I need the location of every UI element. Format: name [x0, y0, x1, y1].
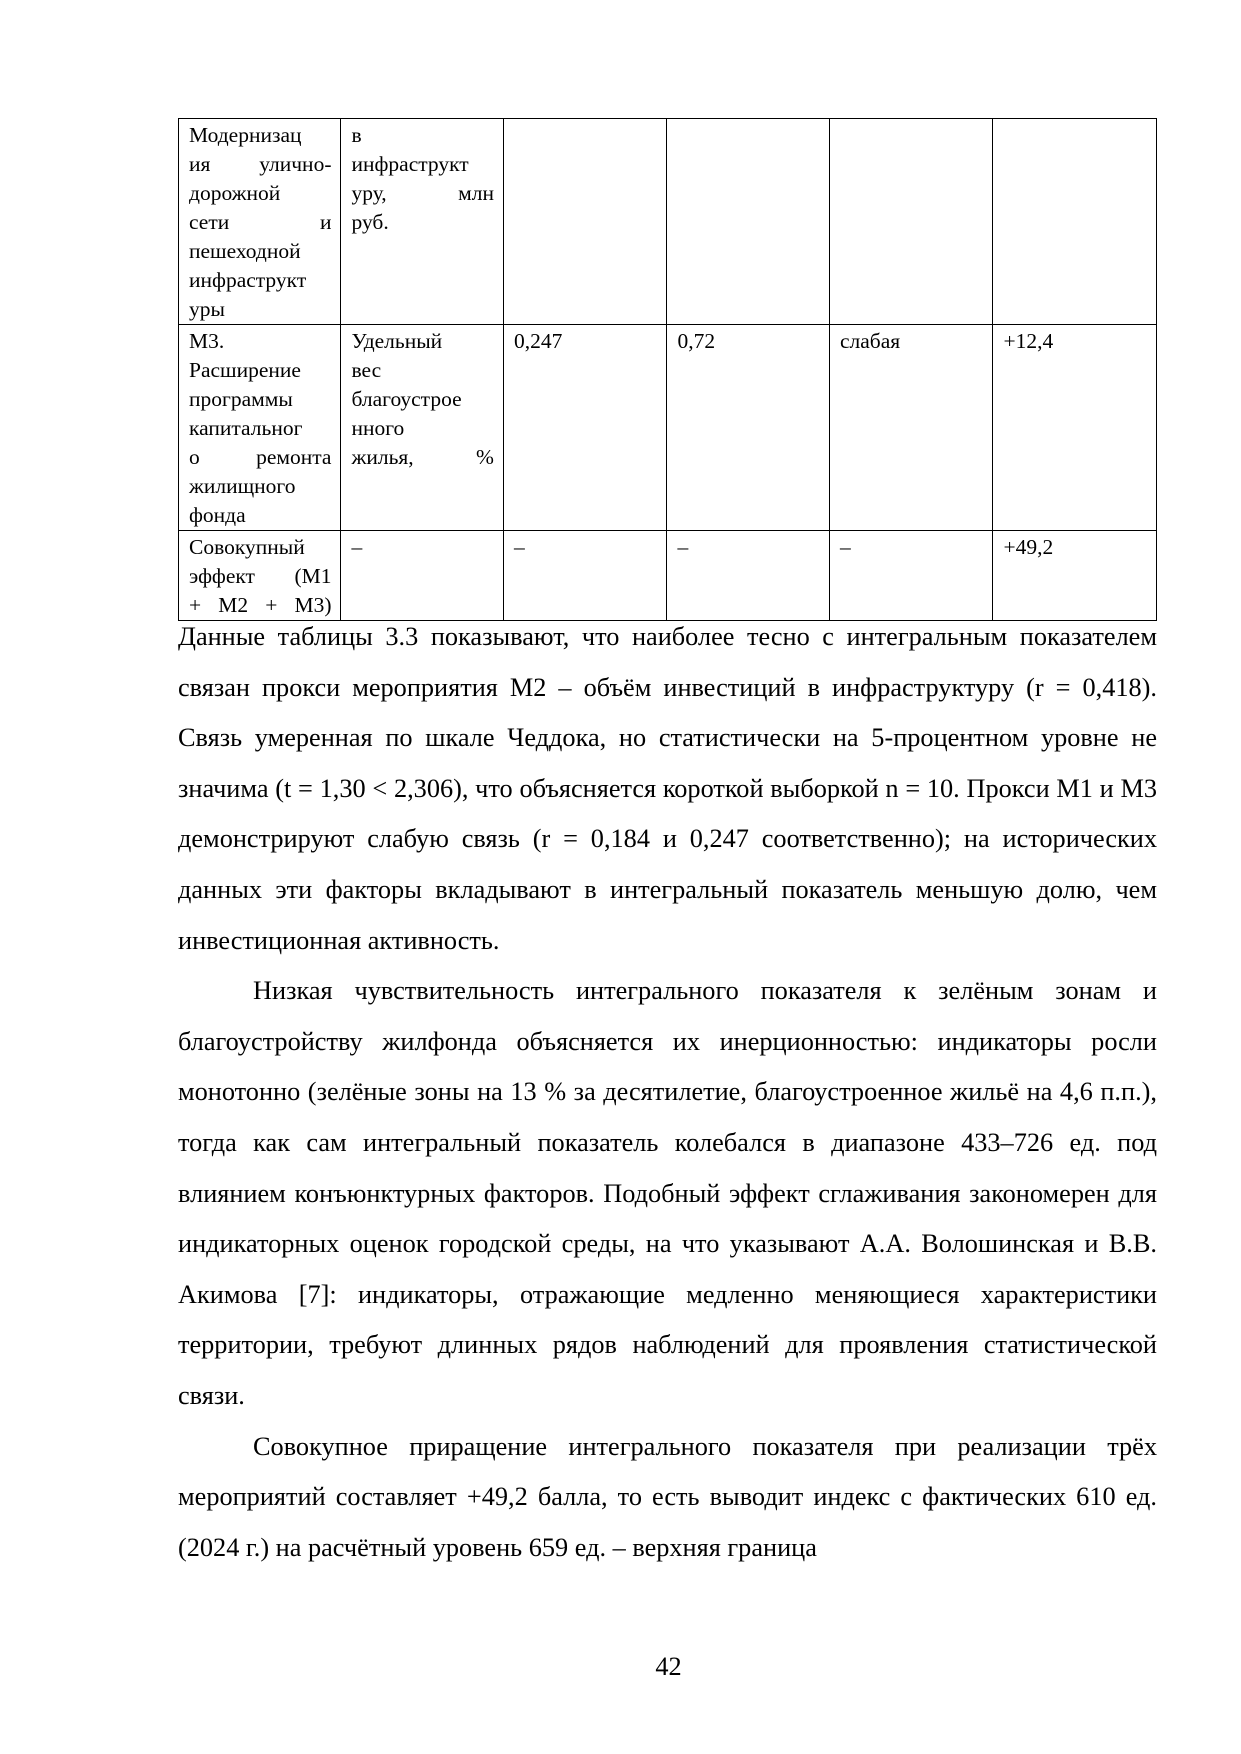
cell-line: инфраструкт: [351, 152, 469, 176]
table-cell-value: [667, 119, 829, 325]
cell-line: + М2 + М3): [189, 593, 332, 617]
results-table: [178, 118, 1157, 621]
paragraph-2: Низкая чувствительность интегрального показателя к зелёным зонам и благоустройству жилфонда объясняется их инерционностью: индикаторы росли монотонно (зелёные зоны на 13 % за десятилетие, благоустроенное жильё на 4,6 п.п.), тогда как сам интегральный показатель колебался в диапазоне 433–726 ед. под влиянием конъюнктурных факторов. Подобный эффект сглаживания закономерен для индикаторных оценок городской среды, на что указывают А.А. Волошинская и В.В. Акимова [7]: индикаторы, отражающие медленно меняющиеся характеристики территории, требуют длинных рядов наблюдений для проявления статистической связи.: [178, 976, 1157, 1410]
table-cell-measure: [179, 119, 341, 325]
paragraph-3: Совокупное приращение интегрального показателя при реализации трёх мероприятий составляет +49,2 балла, то есть выводит индекс с фактических 610 ед. (2024 г.) на расчётный уровень 659 ед. – верхняя граница: [178, 1431, 1157, 1562]
cell-line: инфраструкт: [189, 268, 307, 292]
table-cell-indicator: [341, 119, 503, 325]
table-cell-measure: [179, 325, 341, 531]
cell-line: в: [351, 123, 362, 147]
cell-line: Удельный: [351, 329, 443, 353]
cell-line: капитальног: [189, 416, 303, 440]
page-number: 42: [655, 1652, 682, 1681]
cell-line: –: [351, 535, 363, 559]
table-row: [179, 531, 1157, 621]
cell-line: жилья, %: [351, 445, 494, 469]
table-cell-value: 0,247: [503, 325, 667, 531]
table-cell-value: +12,4: [993, 325, 1157, 531]
paragraph-1: Данные таблицы 3.3 показывают, что наиболее тесно с интегральным показателем связан прокси мероприятия М2 – объём инвестиций в инфраструктуру (r = 0,418). Связь умеренная по шкале Чеддока, но статистически на 5-процентном уровне не значима (t = 1,30 < 2,306), что объясняется короткой выборкой n = 10. Прокси М1 и М3 демонстрируют слабую связь (r = 0,184 и 0,247 соответственно); на исторических данных эти факторы вкладывают в интегральный показатель меньшую долю, чем инвестиционная активность.: [178, 622, 1157, 955]
cell-line: вес: [351, 358, 382, 382]
cell-line: Расширение: [189, 358, 301, 382]
cell-line: сети и: [189, 210, 332, 234]
cell-line: М3.: [189, 329, 225, 353]
cell-line: эффект (М1: [189, 564, 332, 588]
table-cell-value: –: [829, 531, 993, 621]
cell-line: руб.: [351, 210, 389, 234]
table-cell-value: –: [667, 531, 829, 621]
table-cell-value: слабая: [829, 325, 993, 531]
cell-line: ия улично-: [189, 152, 332, 176]
cell-line: жилищного: [189, 474, 296, 498]
cell-line: Модернизац: [189, 123, 302, 147]
table-cell-indicator: [341, 531, 503, 621]
table-cell-value: [829, 119, 993, 325]
body-text: [178, 612, 1157, 1573]
table-cell-value: –: [503, 531, 667, 621]
cell-line: уры: [189, 297, 225, 321]
cell-line: нного: [351, 416, 405, 440]
cell-line: программы: [189, 387, 293, 411]
cell-line: Совокупный: [189, 535, 305, 559]
cell-line: пешеходной: [189, 239, 301, 263]
table-cell-value: 0,72: [667, 325, 829, 531]
cell-line: о ремонта: [189, 445, 332, 469]
cell-line: уру, млн: [351, 181, 494, 205]
table-body: [179, 119, 1157, 621]
table-cell-indicator: [341, 325, 503, 531]
table-cell-value: +49,2: [993, 531, 1157, 621]
table-row: [179, 325, 1157, 531]
table-cell-value: [993, 119, 1157, 325]
cell-line: фонда: [189, 503, 246, 527]
table-cell-measure: [179, 531, 341, 621]
table-row: [179, 119, 1157, 325]
cell-line: благоустрое: [351, 387, 462, 411]
table-cell-value: [503, 119, 667, 325]
cell-line: дорожной: [189, 181, 281, 205]
